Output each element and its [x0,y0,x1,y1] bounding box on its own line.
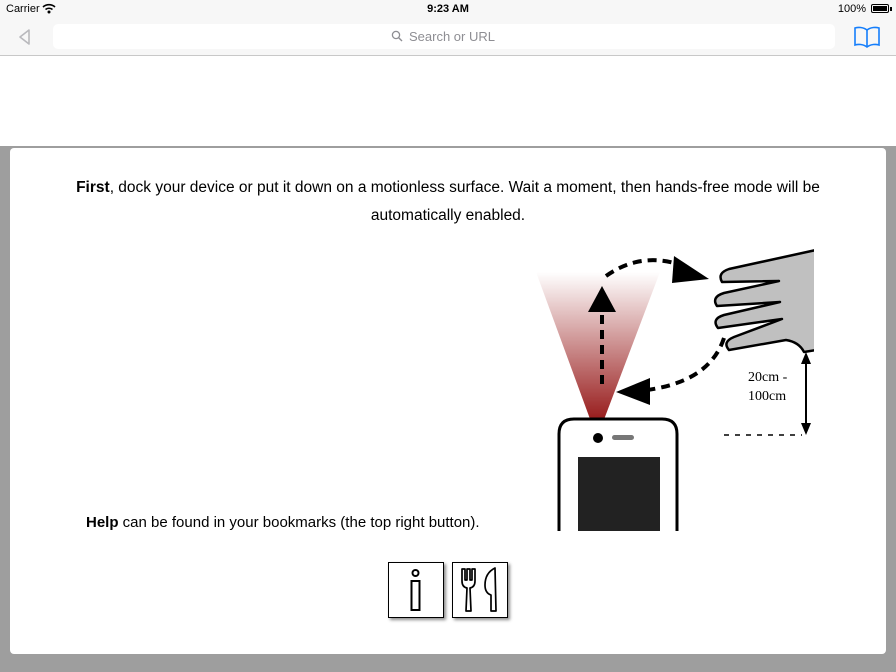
bookmarks-icon[interactable] [853,25,881,49]
back-arrow-icon[interactable] [14,26,36,48]
help-lead: Help [86,514,119,531]
cutlery-button[interactable] [452,562,508,618]
address-bar[interactable] [53,24,835,49]
fork-knife-icon [453,563,506,616]
hands-free-illustration [524,246,814,531]
hand-icon [715,250,814,352]
search-input[interactable] [409,26,709,47]
instructions-card [10,148,886,654]
battery-icon [871,4,889,13]
clock: 9:23 AM [427,3,469,15]
page-background [0,146,896,672]
help-text [86,514,480,531]
carrier-label: Carrier [6,3,40,15]
help-body: can be found in your bookmarks (the top right button). [118,514,480,531]
phone-icon [559,419,677,531]
intro-text [40,174,856,230]
distance-label-bottom: 100cm [748,389,787,404]
battery-percentage: 100% [837,3,866,15]
info-button[interactable] [388,562,444,618]
distance-label-top: 20cm - [748,370,788,385]
browser-toolbar [0,18,896,56]
search-icon [391,30,403,42]
info-icon [389,563,442,616]
intro-lead: First [76,179,110,196]
intro-body: , dock your device or put it down on a motionless surface. Wait a moment, then hands-free mode will be automatically enabled. [109,179,820,224]
status-bar [0,0,896,18]
